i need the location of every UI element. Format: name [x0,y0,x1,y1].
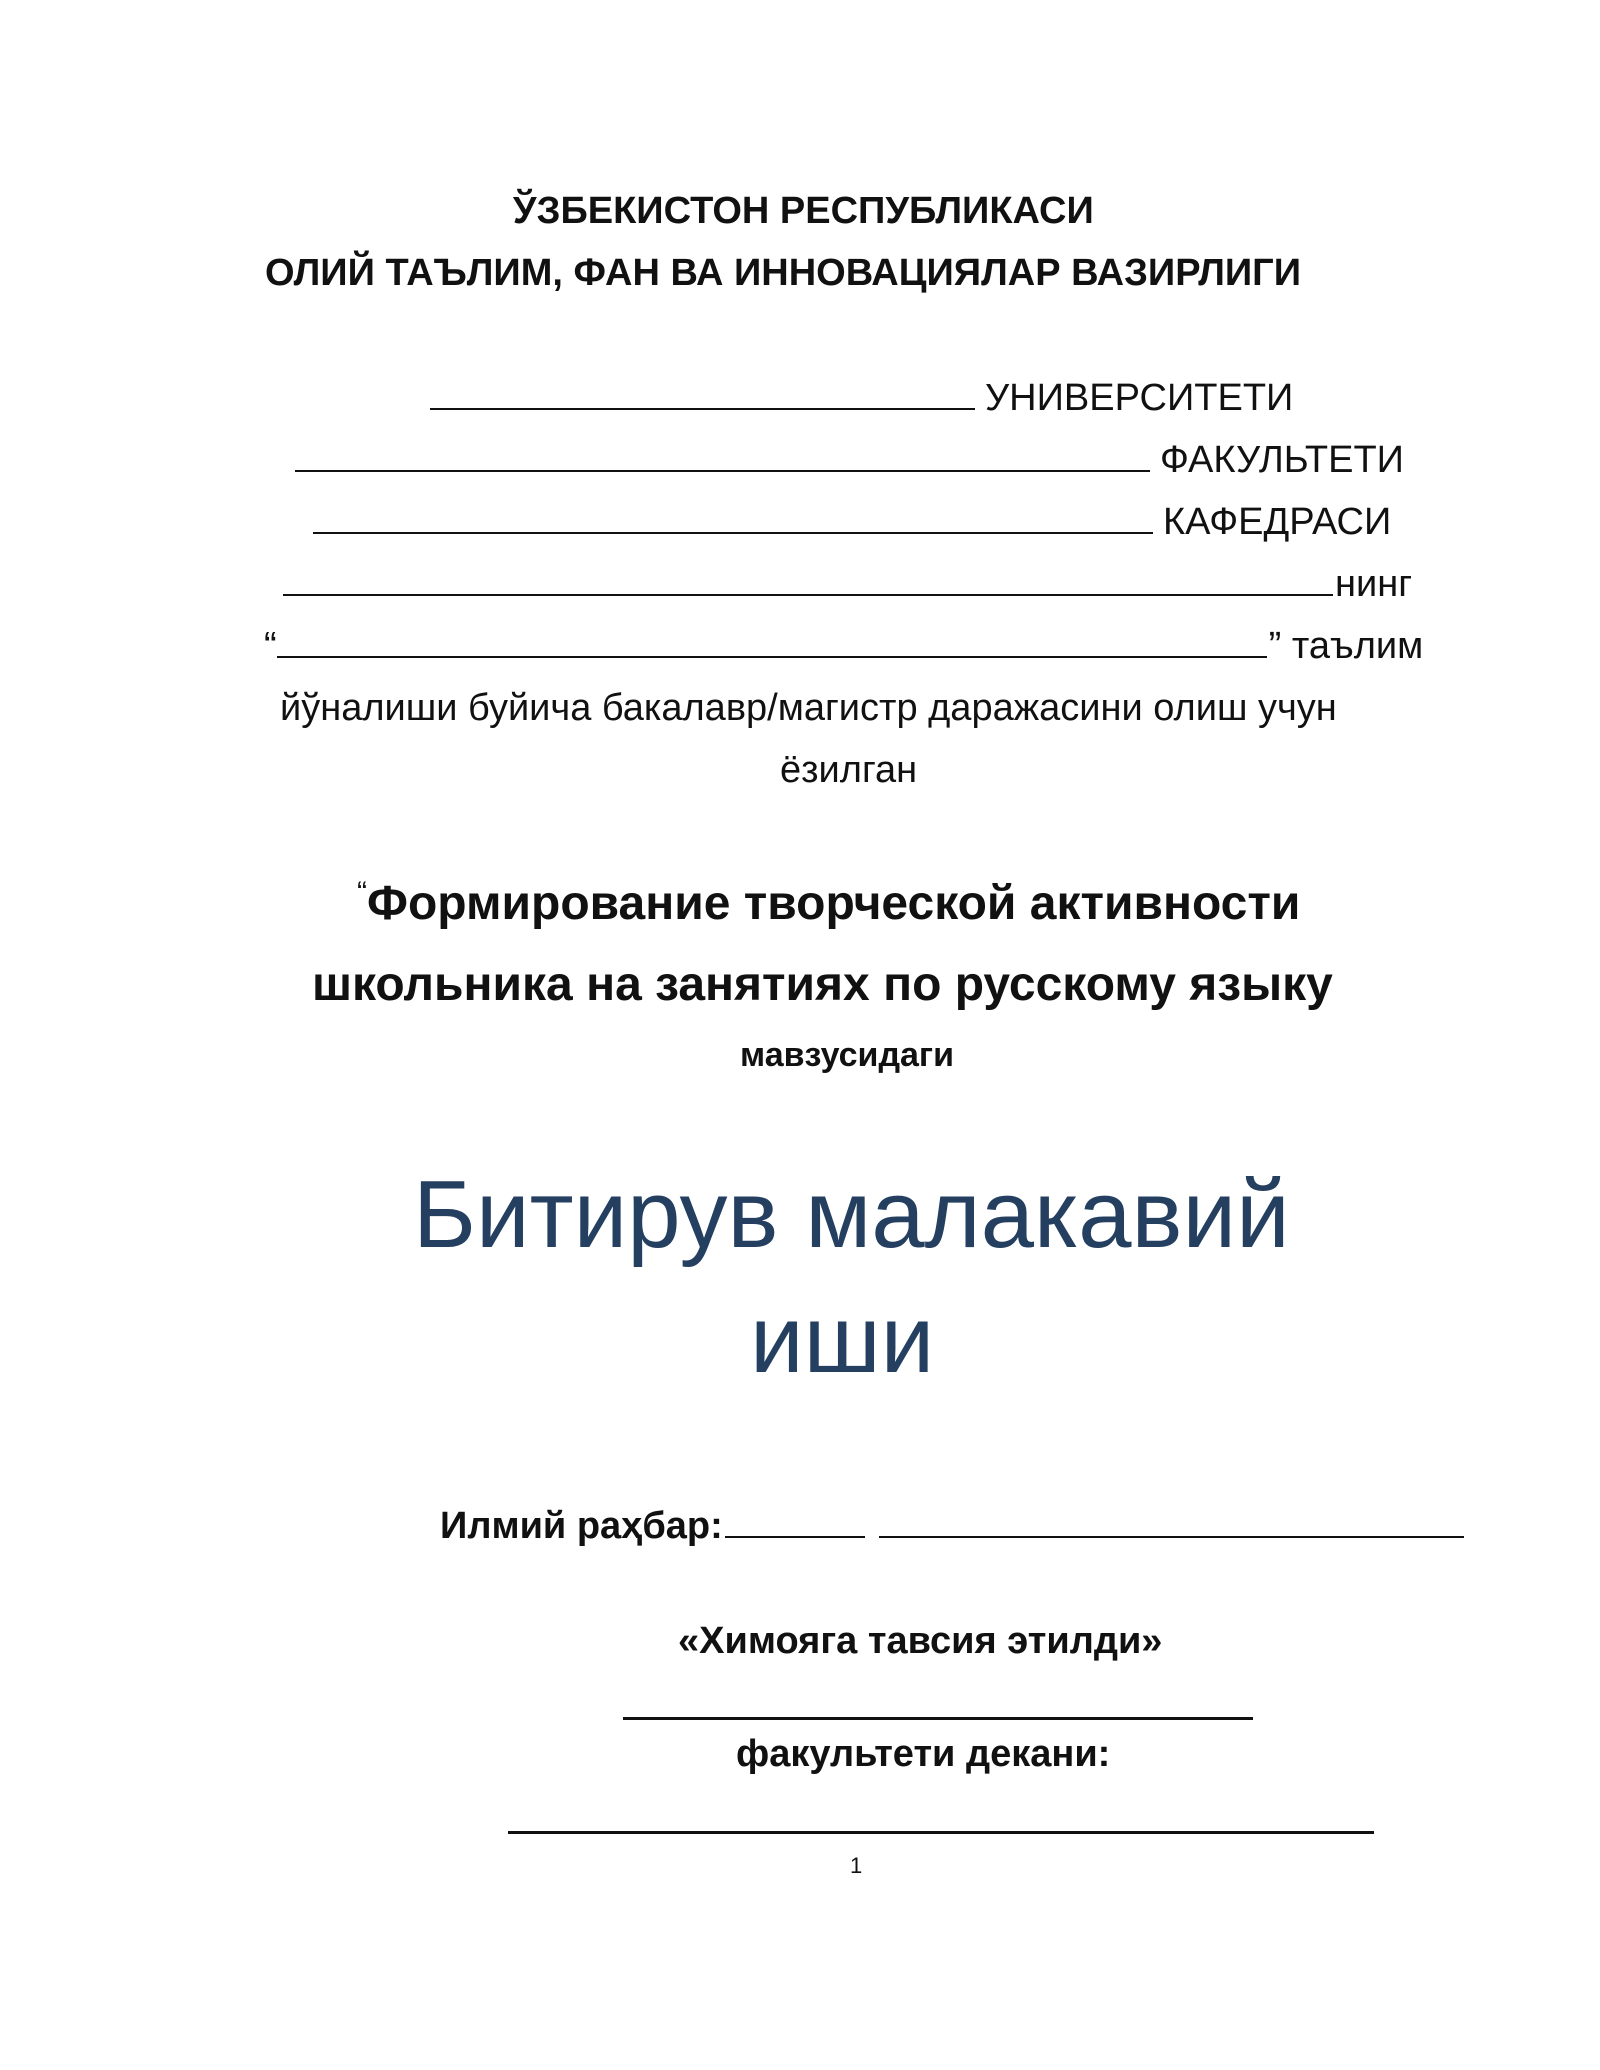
ning-label: нинг [1335,563,1413,605]
topic-line-2: школьника на занятиях по русскому языку [312,958,1333,1011]
faculty-blank [295,469,1150,472]
work-type-line-1: Битирув малакавий [413,1161,1290,1268]
work-type-line-2: иши [750,1286,935,1393]
university-line [430,377,1293,420]
topic-title-1: Формирование творческой активности [367,877,1301,930]
degree-line: йўналиши буйича бакалавр/магистр даражасини олиш учун [280,687,1337,729]
ning-blank [283,593,1333,596]
topic-suffix: мавзусидаги [740,1036,954,1074]
ministry-name: ОЛИЙ ТАЪЛИМ, ФАН ВА ИННОВАЦИЯЛАР ВАЗИРЛИГИ [265,252,1302,294]
page-number: 1 [850,1853,863,1878]
supervisor-line [440,1505,1474,1548]
supervisor-blank-short [725,1535,865,1538]
department-line [313,501,1391,544]
university-blank [430,407,975,410]
direction-open-quote: “ [264,625,277,667]
ministry-country: ЎЗБЕКИСТОН РЕСПУБЛИКАСИ [513,190,1094,232]
dean-blank-line [508,1831,1374,1834]
direction-close-label: ” таълим [1268,625,1424,667]
faculty-line [295,439,1404,482]
direction-line [264,625,1423,668]
supervisor-blank-long [879,1535,1464,1538]
written-label: ёзилган [780,749,918,791]
direction-blank [277,655,1267,658]
dean-label: факультети декани: [736,1733,1111,1775]
department-blank [313,531,1153,534]
ning-line [283,563,1412,606]
defense-blank-line [623,1717,1253,1720]
supervisor-label: Илмий раҳбар: [440,1505,723,1547]
university-label: УНИВЕРСИТЕТИ [985,377,1294,419]
topic-line-1 [357,876,1300,931]
department-label: КАФЕДРАСИ [1163,501,1392,543]
defense-recommended: «Химояга тавсия этилди» [678,1620,1163,1662]
topic-open-quote: “ [357,876,367,909]
faculty-label: ФАКУЛЬТЕТИ [1160,439,1404,481]
